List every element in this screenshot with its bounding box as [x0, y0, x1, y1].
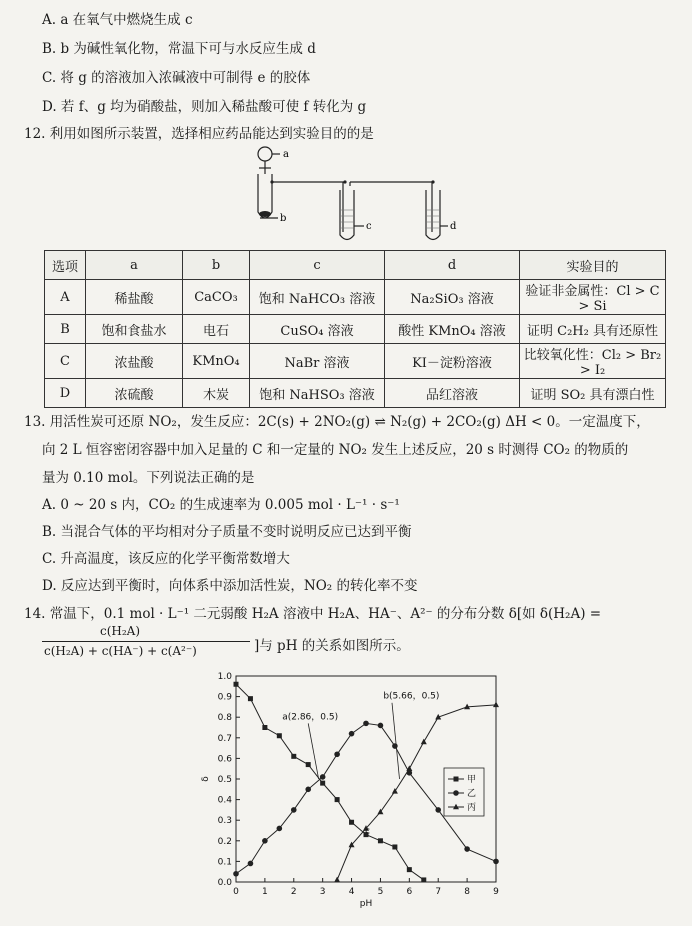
annotation-leader [392, 703, 400, 779]
q13-option-a: A. 0 ~ 20 s 内，CO₂ 的生成速率为 0.005 mol · L⁻¹ · s⁻¹ [42, 497, 400, 513]
data-point [305, 787, 311, 793]
x-tick-label: 0 [233, 887, 239, 897]
q14-line-1: 14. 常温下，0.1 mol · L⁻¹ 二元弱酸 H₂A 溶液中 H₂A、HA⁻、A²⁻ 的分布分数 δ[如 δ(H₂A) = [24, 606, 602, 622]
label-c: c [366, 221, 372, 232]
data-point [320, 774, 326, 780]
y-tick-label: 0.7 [217, 733, 232, 744]
table-cell: 比较氧化性：Cl₂ > Br₂ > I₂ [520, 344, 666, 379]
table-row [45, 280, 666, 315]
table-row [45, 379, 666, 408]
data-point [421, 739, 427, 745]
table-cell: 证明 C₂H₂ 具有还原性 [520, 315, 666, 344]
table-cell: CaCO₃ [183, 280, 250, 315]
table-cell: D [45, 379, 86, 408]
q14-tail: ]与 pH 的关系如图所示。 [254, 638, 410, 654]
data-point [262, 725, 267, 730]
data-point [334, 751, 340, 757]
annotation-b: b(5.66，0.5) [383, 691, 440, 702]
y-tick-label: 0.4 [217, 795, 232, 806]
data-point [378, 723, 384, 729]
q13-option-b: B. 当混合气体的平均相对分子质量不变时说明反应已达到平衡 [42, 524, 412, 540]
data-point [464, 846, 470, 852]
data-point [234, 682, 239, 687]
y-tick-label: 0.6 [217, 754, 232, 765]
header-purpose: 实验目的 [520, 251, 666, 280]
header-a: a [86, 251, 183, 280]
table-cell: 电石 [183, 315, 250, 344]
x-tick-label: 7 [435, 887, 442, 897]
data-point [378, 838, 383, 843]
data-point [421, 877, 426, 882]
data-point [435, 807, 441, 813]
table-cell: 稀盐酸 [86, 280, 183, 315]
q12-stem: 12. 利用如图所示装置，选择相应药品能达到实验目的的是 [24, 126, 374, 142]
data-point [493, 859, 499, 865]
data-point [306, 762, 311, 767]
label-a: a [283, 149, 289, 160]
y-tick-label: 1.0 [217, 672, 232, 682]
header-b: b [183, 251, 250, 280]
data-point [277, 733, 282, 738]
x-tick-label: 5 [377, 887, 384, 897]
data-point [493, 702, 499, 708]
header-d: d [385, 251, 520, 280]
table-cell: 饱和 NaHSO₃ 溶液 [250, 379, 385, 408]
table-cell: 品红溶液 [385, 379, 520, 408]
y-tick-label: 0.1 [217, 857, 232, 868]
x-tick-label: 1 [262, 887, 268, 897]
label-b: b [280, 213, 287, 224]
q14-fraction-denominator: c(H₂A) + c(HA⁻) + c(A²⁻) [44, 644, 197, 658]
label-d: d [450, 221, 457, 232]
distribution-chart [200, 664, 530, 920]
q14-fraction-numerator: c(H₂A) [100, 624, 141, 638]
y-tick-label: 0.9 [217, 692, 232, 703]
table-cell: 浓硫酸 [86, 379, 183, 408]
table-cell: 验证非金属性：Cl > C > Si [520, 280, 666, 315]
table-cell: 浓盐酸 [86, 344, 183, 379]
data-point [248, 861, 254, 867]
q13-line-2: 向 2 L 恒容密闭容器中加入足量的 C 和一定量的 NO₂ 发生上述反应，20 s 时测得 CO₂ 的物质的 [42, 442, 629, 458]
table-cell: B [45, 315, 86, 344]
table-cell: 木炭 [183, 379, 250, 408]
table-cell: NaBr 溶液 [250, 344, 385, 379]
table-cell: KMnO₄ [183, 344, 250, 379]
legend-marker [454, 777, 459, 782]
y-tick-label: 0.2 [217, 836, 232, 847]
q11-option-d: D. 若 f、g 均为硝酸盐，则加入稀盐酸可使 f 转化为 g [42, 99, 367, 115]
header-c: c [250, 251, 385, 280]
y-axis-label: δ [201, 776, 211, 782]
data-point [334, 877, 340, 883]
table-cell: 酸性 KMnO₄ 溶液 [385, 315, 520, 344]
data-point [291, 754, 296, 759]
q13-line-3: 量为 0.10 mol。下列说法正确的是 [42, 470, 255, 486]
x-axis-label: pH [359, 899, 373, 909]
data-point [392, 844, 397, 849]
data-point [407, 867, 412, 872]
x-tick-label: 9 [493, 887, 499, 897]
table-cell: KI－淀粉溶液 [385, 344, 520, 379]
legend-label: 丙 [467, 803, 477, 813]
x-tick-label: 6 [406, 887, 413, 897]
data-point [291, 807, 297, 813]
experiment-apparatus [250, 140, 460, 244]
table-cell: 证明 SO₂ 具有漂白性 [520, 379, 666, 408]
table-cell: C [45, 344, 86, 379]
y-tick-label: 0.8 [217, 713, 232, 724]
q11-option-c: C. 将 g 的溶液加入浓碱液中可制得 e 的胶体 [42, 70, 311, 86]
legend-label: 甲 [467, 775, 477, 785]
data-point [320, 781, 325, 786]
data-point [248, 696, 253, 701]
fraction-bar [42, 641, 250, 642]
table-row [45, 344, 666, 379]
q11-option-a: A. a 在氧气中燃烧生成 c [42, 12, 193, 28]
y-tick-label: 0.0 [217, 878, 232, 888]
data-point [277, 826, 283, 832]
table-cell: 饱和 NaHCO₃ 溶液 [250, 280, 385, 315]
header-option: 选项 [45, 251, 86, 280]
x-tick-label: 3 [319, 887, 326, 897]
legend [444, 768, 484, 816]
data-point [233, 871, 239, 877]
q11-option-b: B. b 为碱性氧化物，常温下可与水反应生成 d [42, 41, 316, 57]
legend-marker [453, 790, 459, 796]
table-row [45, 315, 666, 344]
annotation-a: a(2.86，0.5) [282, 712, 339, 723]
data-point [335, 797, 340, 802]
table-cell: CuSO₄ 溶液 [250, 315, 385, 344]
q13-option-d: D. 反应达到平衡时，向体系中添加活性炭，NO₂ 的转化率不变 [42, 578, 418, 594]
data-point [349, 731, 355, 737]
data-point [349, 820, 354, 825]
x-tick-label: 8 [464, 887, 470, 897]
q13-line-1: 13. 用活性炭可还原 NO₂，发生反应：2C(s) + 2NO₂(g) ⇌ N₂(g) + 2CO₂(g) ΔH < 0。一定温度下， [24, 414, 650, 430]
x-tick-label: 4 [348, 887, 355, 897]
legend-label: 乙 [467, 789, 477, 799]
annotation-c: c [365, 826, 371, 837]
table-cell: A [45, 280, 86, 315]
x-tick-label: 2 [290, 887, 297, 897]
table-header-row [45, 251, 666, 280]
y-tick-label: 0.5 [217, 775, 232, 785]
y-tick-label: 0.3 [217, 816, 232, 827]
data-point [262, 838, 268, 844]
reagent-options-table [44, 250, 666, 408]
table-cell: 饱和食盐水 [86, 315, 183, 344]
q13-option-c: C. 升高温度，该反应的化学平衡常数增大 [42, 551, 290, 567]
table-cell: Na₂SiO₃ 溶液 [385, 280, 520, 315]
data-point [363, 721, 369, 727]
